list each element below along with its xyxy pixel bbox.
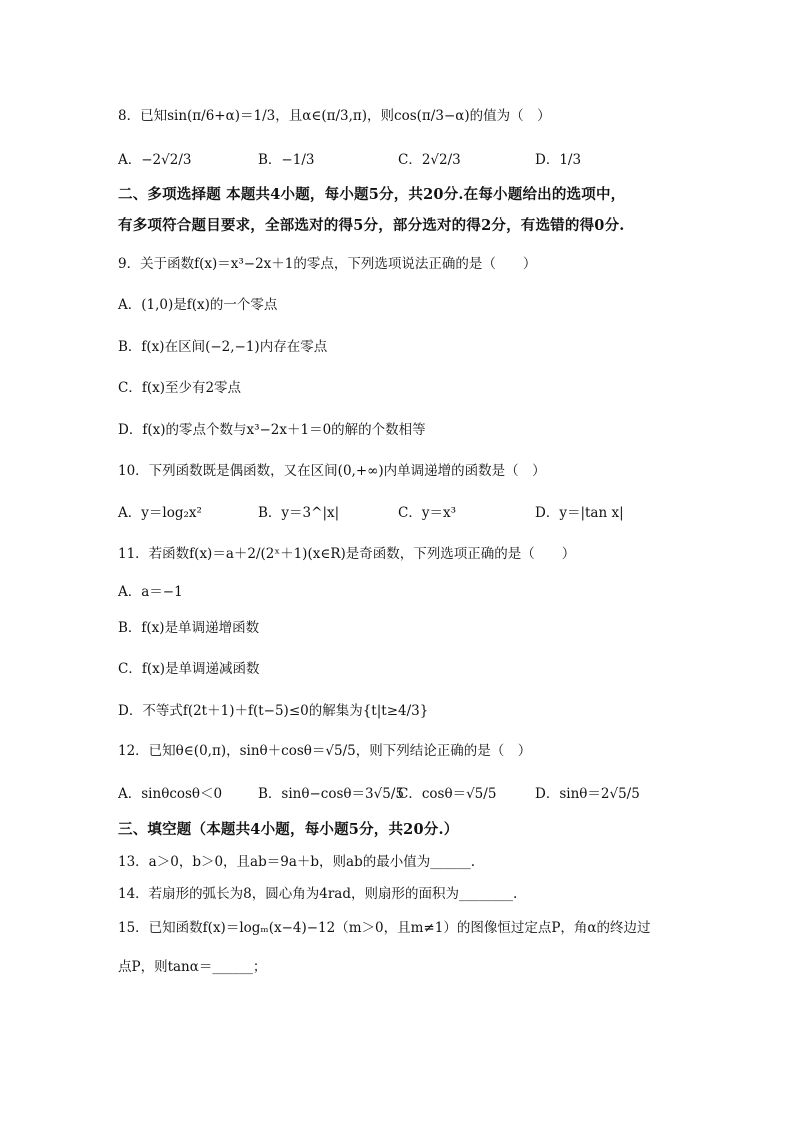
question-8-option-d: D．1/3 xyxy=(535,152,582,168)
question-15-line-2: 点P，则tanα＝______； xyxy=(118,959,267,975)
question-11-option-d: D．不等式f(2t＋1)＋f(t−5)≤0的解集为{t|t≥4/3} xyxy=(118,703,429,719)
question-9-option-d: D．f(x)的零点个数与x³−2x＋1＝0的解的个数相等 xyxy=(118,422,426,438)
question-11-option-a: A．a＝−1 xyxy=(118,584,183,600)
question-9-option-c: C．f(x)至少有2零点 xyxy=(118,380,242,396)
question-9-stem: 9．关于函数f(x)＝x³−2x＋1的零点，下列选项说法正确的是（ ） xyxy=(118,256,537,272)
question-8-option-a: A．−2√2/3 xyxy=(118,152,192,168)
question-12-option-c: C．cosθ＝√5/5 xyxy=(398,786,497,802)
question-12-stem: 12．已知θ∈(0,π)，sinθ＋cosθ＝√5/5，则下列结论正确的是（ ） xyxy=(118,743,532,759)
question-10-option-c: C．y＝x³ xyxy=(398,505,456,521)
section-2-heading-line-1: 二、多项选择题 本题共4小题，每小题5分，共20分.在每小题给出的选项中， xyxy=(118,186,626,203)
question-11-option-b: B．f(x)是单调递增函数 xyxy=(118,620,260,636)
question-8-option-b: B．−1/3 xyxy=(258,152,315,168)
question-8-option-c: C．2√2/3 xyxy=(398,152,461,168)
question-12-option-d: D．sinθ＝2√5/5 xyxy=(535,786,640,802)
question-10-option-a: A．y＝log₂x² xyxy=(118,505,202,521)
question-15-line-1: 15．已知函数f(x)＝logₘ(x−4)−12（m＞0，且m≠1）的图像恒过定点P，角α的终边过 xyxy=(118,920,651,936)
question-13: 13．a＞0，b＞0，且ab＝9a＋b，则ab的最小值为______. xyxy=(118,854,475,870)
question-10-option-b: B．y＝3^|x| xyxy=(258,505,340,521)
question-9-option-b: B．f(x)在区间(−2,−1)内存在零点 xyxy=(118,339,328,355)
question-11-stem: 11．若函数f(x)＝a＋2/(2ˣ＋1)(x∈R)是奇函数，下列选项正确的是（ ） xyxy=(118,546,576,562)
question-10-stem: 10．下列函数既是偶函数，又在区间(0,+∞)内单调递增的函数是（ ） xyxy=(118,463,546,479)
section-2-heading-line-2: 有多项符合题目要求，全部选对的得5分，部分选对的得2分，有选错的得0分. xyxy=(118,217,625,234)
question-12-option-a: A．sinθcosθ＜0 xyxy=(118,786,223,802)
question-11-option-c: C．f(x)是单调递减函数 xyxy=(118,661,260,677)
question-14: 14．若扇形的弧长为8，圆心角为4rad，则扇形的面积为________. xyxy=(118,886,518,902)
question-12-option-b: B．sinθ−cosθ＝3√5/5 xyxy=(258,786,404,802)
question-8-stem: 8．已知sin(π/6+α)＝1/3，且α∈(π/3,π)，则cos(π/3−α)的值为（ ） xyxy=(118,108,551,124)
section-3-heading: 三、填空题（本题共4小题，每小题5分，共20分.） xyxy=(118,821,459,838)
question-9-option-a: A．(1,0)是f(x)的一个零点 xyxy=(118,297,278,313)
question-10-option-d: D．y＝|tan x| xyxy=(535,505,624,521)
